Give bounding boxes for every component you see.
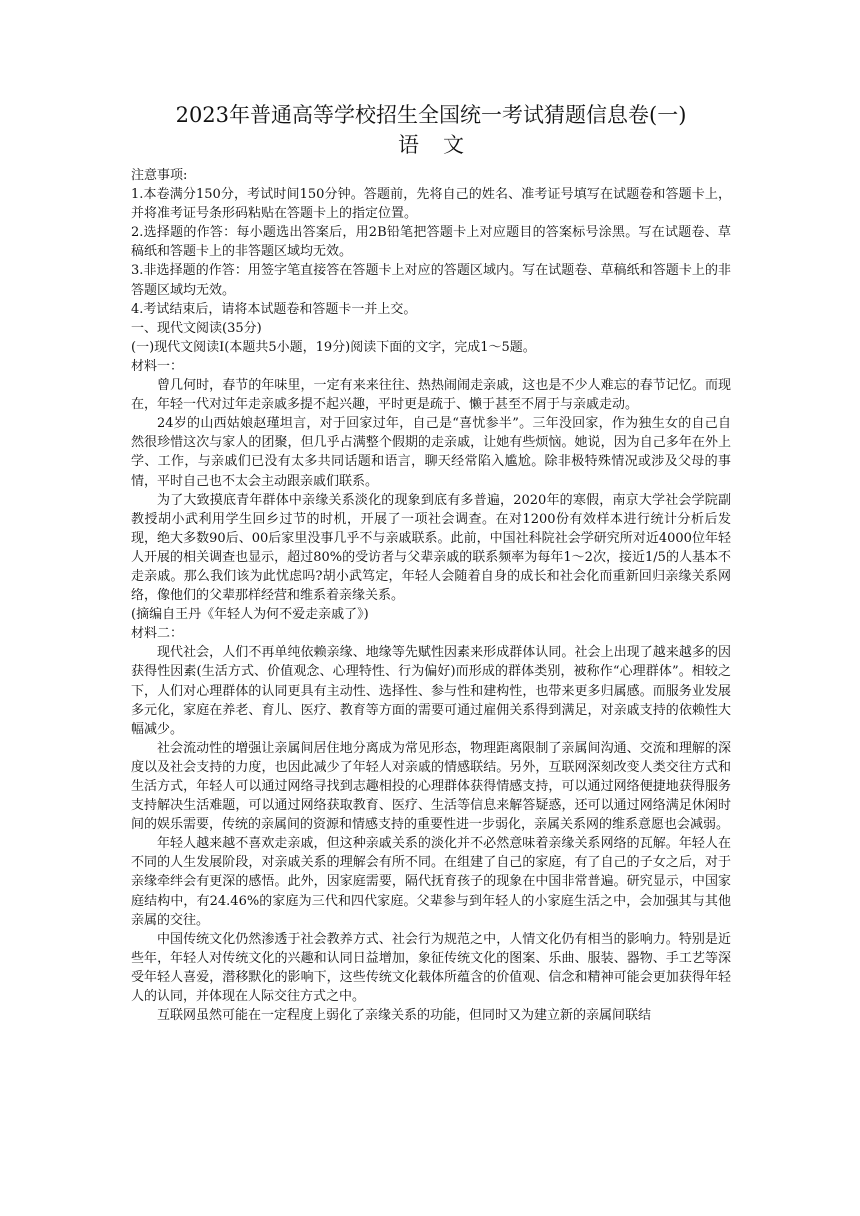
material-paragraph: 年轻人越来越不喜欢走亲戚，但这种亲戚关系的淡化并不必然意味着亲缘关系网络的瓦解。年轻人在不同的人生发展阶段，对亲戚关系的理解会有所不同。在组建了自己的家庭，有了自己的子女之后，对于亲缘牵绊会有更深的感悟。此外，因家庭需要，隔代抚育孩子的现象在中国非常普遍。研究显示，中国家庭结构中，有24.46%的家庭为三代和四代家庭。父辈参与到年轻人的小家庭生活之中，会加强其与其他亲属的交往。 bbox=[131, 836, 731, 928]
subject-title: 语文 bbox=[398, 133, 488, 157]
material-paragraph: 为了大致摸底青年群体中亲缘关系淡化的现象到底有多普遍，2020年的寒假，南京大学社会学院副教授胡小武利用学生回乡过节的时机，开展了一项社会调查。在对1200份有效样本进行统计分析后发现，绝大多数90后、00后家里没事几乎不与亲戚联系。此前，中国社科院社会学研究所对近4000位年轻人开展的相关调查也显示，超过80%的受访者与父辈亲戚的联系频率为每年1～2次，接近1/5的人基本不走亲戚。那么我们该为此忧虑吗?胡小武笃定，年轻人会随着自身的成长和社会化而重新回归亲缘关系网络，像他们的父辈那样经营和维系着亲缘关系。 bbox=[131, 492, 731, 604]
material-paragraph: 互联网虽然可能在一定程度上弱化了亲缘关系的功能，但同时又为建立新的亲属间联结 bbox=[157, 1008, 652, 1024]
material-paragraph: 曾几何时，春节的年味里，一定有来来往往、热热闹闹走亲戚，这也是不少人难忘的春节记忆。而现在，年轻一代对过年走亲戚多提不起兴趣，平时更是疏于、懒于甚至不屑于与亲戚走动。 bbox=[131, 378, 731, 413]
material-label: 材料一： bbox=[131, 358, 184, 374]
material-label: 材料二： bbox=[131, 626, 184, 642]
material-paragraph: 中国传统文化仍然渗透于社会教养方式、社会行为规范之中，人情文化仍有相当的影响力。特别是近些年，年轻人对传统文化的兴趣和认同日益增加，象征传统文化的图案、乐曲、服装、器物、手工艺等深受年轻人喜爱，潜移默化的影响下，这些传统文化载体所蕴含的价值观、信念和精神可能会更加获得年轻人的认同，并体现在人际交往方式之中。 bbox=[131, 931, 731, 1005]
section-heading: 一、现代文阅读(35分) bbox=[131, 320, 262, 336]
notice-item: 4.考试结束后，请将本试题卷和答题卡一并上交。 bbox=[131, 301, 417, 317]
material-paragraph: 24岁的山西姑娘赵瑾坦言，对于回家过年，自己是“喜忧参半”。三年没回家，作为独生女的自己自然很珍惜这次与家人的团聚，但几乎占满整个假期的走亲戚，让她有些烦恼。她说，因为自己多年在外上学、工作，与亲戚们已没有太多共同话题和语言，聊天经常陷入尴尬。除非极特殊情况或涉及父母的事情，平时自己也不太会主动跟亲戚们联系。 bbox=[131, 416, 731, 489]
notice-heading: 注意事项: bbox=[131, 168, 188, 183]
notice-item: 3.非选择题的作答：用签字笔直接答在答题卡上对应的答题区域内。写在试题卷、草稿纸和答题卡上的非答题区域均无效。 bbox=[131, 263, 731, 298]
notice-item: 1.本卷满分150分，考试时间150分钟。答题前，先将自己的姓名、准考证号填写在试题卷和答题卡上，并将准考证号条形码粘贴在答题卡上的指定位置。 bbox=[131, 187, 731, 222]
source-citation: (摘编自王丹《年轻人为何不爱走亲戚了》) bbox=[131, 607, 369, 623]
exam-page bbox=[131, 100, 731, 1025]
subsection-heading: (一)现代文阅读I(本题共5小题，19分)阅读下面的文字，完成1～5题。 bbox=[131, 339, 536, 355]
exam-title: 2023年普通高等学校招生全国统一考试猜题信息卷(一) bbox=[175, 103, 687, 127]
material-paragraph: 社会流动性的增强让亲属间居住地分离成为常见形态，物理距离限制了亲属间沟通、交流和理解的深度以及社会支持的力度，也因此减少了年轻人对亲戚的情感联结。另外，互联网深刻改变人类交往方式和生活方式，年轻人可以通过网络寻找到志趣相投的心理群体获得情感支持，可以通过网络便捷地获得服务支持解决生活难题，可以通过网络获取教育、医疗、生活等信息来解答疑惑，还可以通过网络满足休闲时间的娱乐需要，传统的亲属间的资源和情感支持的重要性进一步弱化，亲属关系网的维系意愿也会减弱。 bbox=[131, 740, 731, 833]
material-paragraph: 现代社会，人们不再单纯依赖亲缘、地缘等先赋性因素来形成群体认同。社会上出现了越来越多的因获得性因素(生活方式、价值观念、心理特性、行为偏好)而形成的群体类别，被称作“心理群体”。相较之下，人们对心理群体的认同更具有主动性、选择性、参与性和建构性，也带来更多归属感。而服务业发展多元化，家庭在养老、育儿、医疗、教育等方面的需要可通过雇佣关系得到满足，对亲戚支持的依赖性大幅减少。 bbox=[131, 645, 731, 737]
notice-item: 2.选择题的作答：每小题选出答案后，用2B铅笔把答题卡上对应题目的答案标号涂黑。写在试题卷、草稿纸和答题卡上的非答题区域均无效。 bbox=[131, 225, 731, 260]
